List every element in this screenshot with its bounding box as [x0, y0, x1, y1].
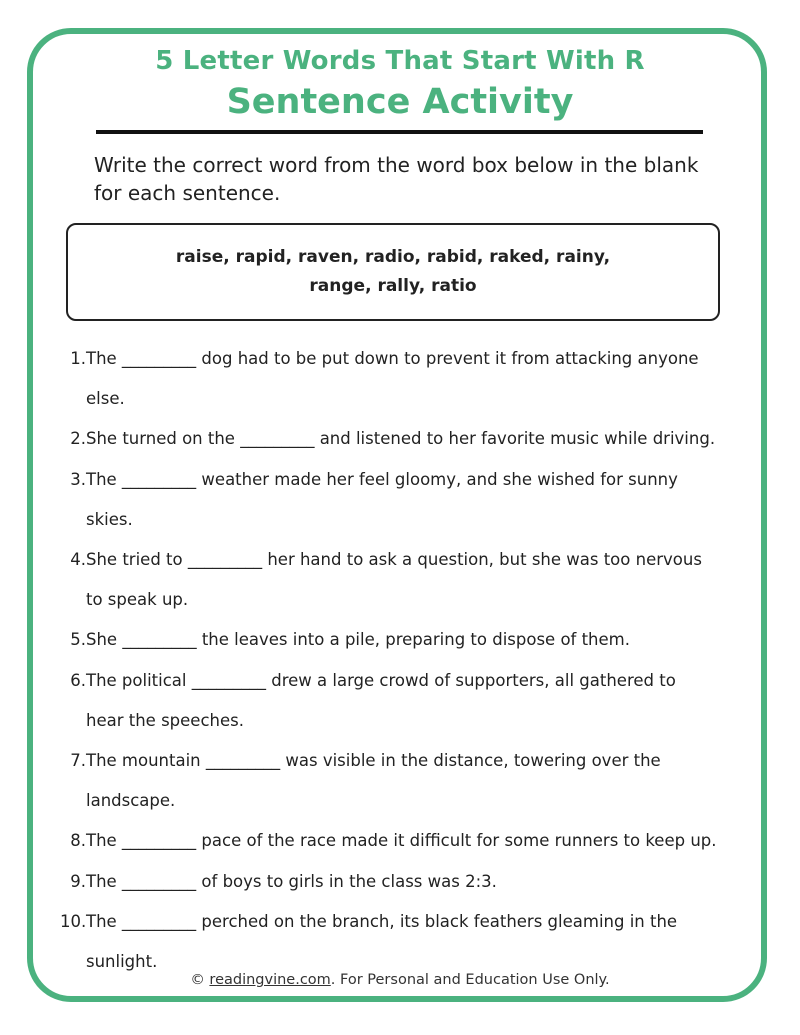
- instructions: [94, 151, 734, 207]
- question-text: [86, 620, 750, 660]
- question-line: She _________ the leaves into a pile, preparing to dispose of them.: [86, 630, 630, 650]
- question-line: else.: [86, 389, 125, 409]
- word-box: [66, 223, 720, 321]
- question-number: 2.: [70, 429, 86, 449]
- footer: [0, 972, 800, 988]
- question-item: [60, 661, 750, 741]
- word-box-line-2: range, rally, ratio: [309, 276, 477, 296]
- question-item: [60, 540, 750, 620]
- question-text: [86, 540, 750, 620]
- question-line: The political _________ drew a large crowd of supporters, all gathered to: [86, 670, 676, 690]
- question-number: 1.: [70, 349, 86, 368]
- question-text: [86, 902, 750, 982]
- question-text: [86, 419, 750, 459]
- footer-notice: . For Personal and Education Use Only.: [330, 972, 610, 988]
- question-line: The _________ pace of the race made it difficult for some runners to keep up.: [86, 831, 717, 851]
- question-text: [86, 460, 750, 540]
- question-line: The _________ of boys to girls in the class was 2:3.: [86, 871, 497, 891]
- question-list: [60, 339, 750, 982]
- question-number: 4.: [70, 550, 86, 570]
- question-item: [60, 339, 750, 419]
- question-text: [86, 821, 750, 861]
- question-item: [60, 419, 750, 459]
- site-link[interactable]: readingvine.com: [209, 972, 331, 988]
- question-line: She tried to _________ her hand to ask a question, but she was too nervous: [86, 550, 702, 570]
- question-number: 3.: [70, 469, 86, 489]
- question-number: 6.: [70, 670, 86, 690]
- question-line: skies.: [86, 509, 133, 529]
- question-text: [86, 862, 750, 902]
- question-number: 8.: [70, 831, 86, 851]
- question-number: 7.: [70, 751, 86, 771]
- question-number: 5.: [70, 630, 86, 650]
- question-line: hear the speeches.: [86, 710, 244, 730]
- question-line: The _________ dog had to be put down to prevent it from attacking anyone: [86, 349, 699, 368]
- question-item: [60, 821, 750, 861]
- title-divider: [96, 130, 703, 134]
- question-line: She turned on the _________ and listened to her favorite music while driving.: [86, 429, 716, 449]
- worksheet-title: Sentence Activity: [226, 82, 574, 122]
- question-number: 9.: [70, 871, 86, 891]
- question-line: The mountain _________ was visible in the distance, towering over the: [86, 751, 661, 771]
- question-line: to speak up.: [86, 590, 189, 610]
- question-line: The _________ perched on the branch, its black feathers gleaming in the: [86, 911, 678, 931]
- question-text: [86, 339, 750, 419]
- question-line: sunlight.: [86, 952, 158, 972]
- question-item: [60, 862, 750, 902]
- question-line: landscape.: [86, 791, 176, 811]
- instructions-line-2: for each sentence.: [94, 181, 281, 205]
- instructions-line-1: Write the correct word from the word box below in the blank: [94, 153, 699, 177]
- word-box-line-1: raise, rapid, raven, radio, rabid, raked, rainy,: [175, 247, 611, 267]
- question-number: 10.: [60, 911, 87, 931]
- question-item: [60, 741, 750, 821]
- question-text: [86, 741, 750, 821]
- question-item: [60, 620, 750, 660]
- question-line: The _________ weather made her feel gloomy, and she wished for sunny: [86, 469, 678, 489]
- question-text: [86, 661, 750, 741]
- question-item: [60, 902, 750, 982]
- question-item: [60, 460, 750, 540]
- worksheet-subtitle: 5 Letter Words That Start With R: [155, 46, 645, 76]
- copyright-symbol: ©: [190, 972, 205, 988]
